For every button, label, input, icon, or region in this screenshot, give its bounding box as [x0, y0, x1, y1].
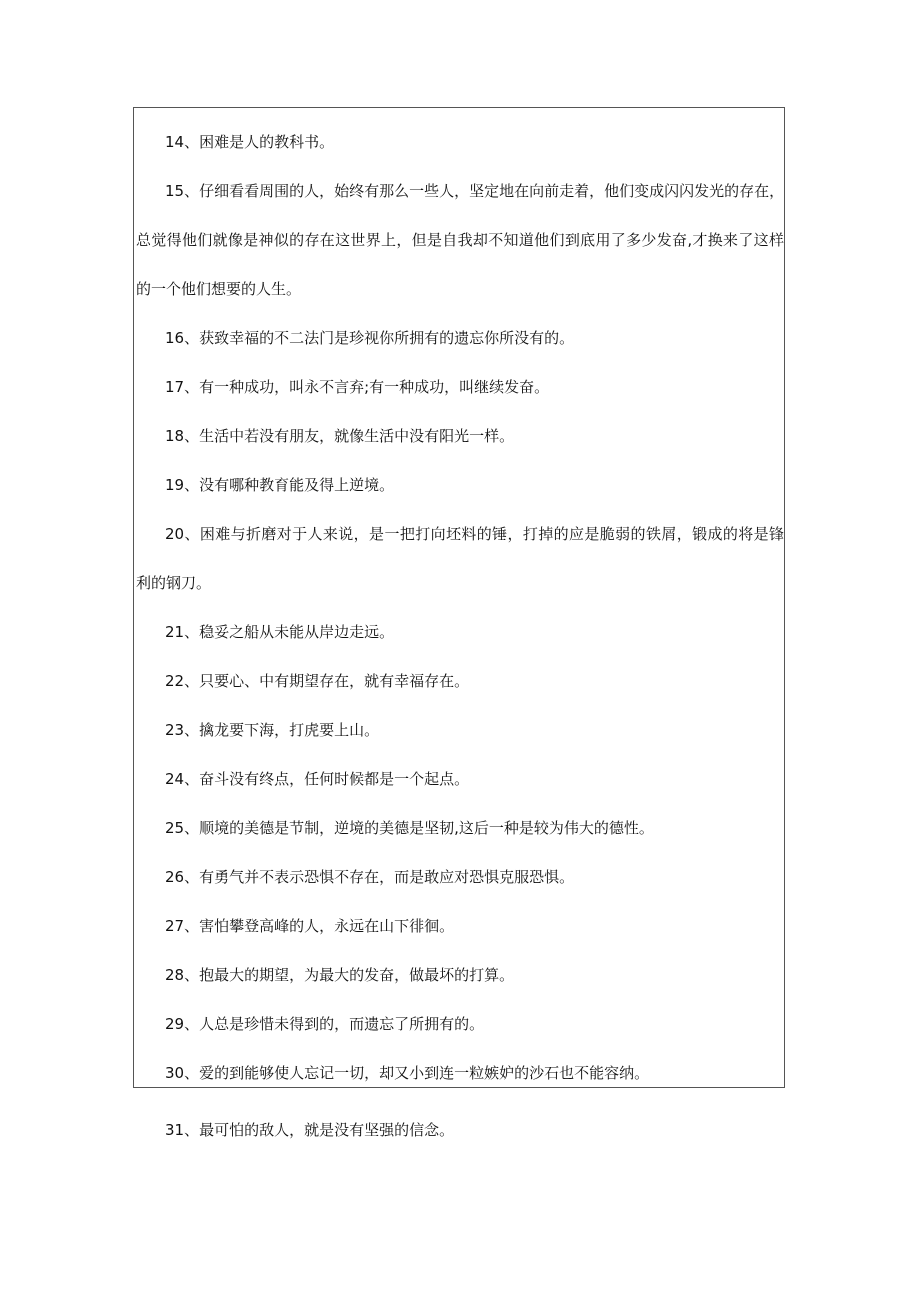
paragraph-17: 17、有一种成功，叫永不言弃;有一种成功，叫继续发奋。	[165, 378, 550, 396]
paragraph-24: 24、奋斗没有终点，任何时候都是一个起点。	[165, 770, 470, 788]
paragraph-29: 29、人总是珍惜未得到的，而遗忘了所拥有的。	[165, 1015, 485, 1033]
paragraph-14: 14、困难是人的教科书。	[165, 133, 335, 151]
paragraph-27: 27、害怕攀登高峰的人，永远在山下徘徊。	[165, 917, 455, 935]
content-frame	[133, 107, 785, 1088]
paragraph-15-line-2: 总觉得他们就像是神似的存在这世界上，但是自我却不知道他们到底用了多少发奋,才换来了这样	[136, 231, 784, 249]
paragraph-21: 21、稳妥之船从未能从岸边走远。	[165, 623, 395, 641]
paragraph-28: 28、抱最大的期望，为最大的发奋，做最坏的打算。	[165, 966, 515, 984]
paragraph-22: 22、只要心、中有期望存在，就有幸福存在。	[165, 672, 470, 690]
paragraph-20-line-2: 利的钢刀。	[136, 574, 212, 592]
paragraph-30: 30、爱的到能够使人忘记一切，却又小到连一粒嫉妒的沙石也不能容纳。	[165, 1064, 650, 1082]
paragraph-15-line-1: 15、仔细看看周围的人，始终有那么一些人，坚定地在向前走着，他们变成闪闪发光的存在，	[165, 182, 784, 200]
paragraph-25: 25、顺境的美德是节制，逆境的美德是坚韧,这后一种是较为伟大的德性。	[165, 819, 654, 837]
paragraph-18: 18、生活中若没有朋友，就像生活中没有阳光一样。	[165, 427, 515, 445]
paragraph-23: 23、擒龙要下海，打虎要上山。	[165, 721, 380, 739]
paragraph-16: 16、获致幸福的不二法门是珍视你所拥有的遗忘你所没有的。	[165, 329, 575, 347]
paragraph-20-line-1: 20、困难与折磨对于人来说，是一把打向坯料的锤，打掉的应是脆弱的铁屑，锻成的将是锋	[165, 525, 784, 543]
paragraph-15-line-3: 的一个他们想要的人生。	[136, 280, 302, 298]
paragraph-19: 19、没有哪种教育能及得上逆境。	[165, 476, 395, 494]
paragraph-31: 31、最可怕的敌人，就是没有坚强的信念。	[165, 1121, 455, 1139]
paragraph-26: 26、有勇气并不表示恐惧不存在，而是敢应对恐惧克服恐惧。	[165, 868, 575, 886]
